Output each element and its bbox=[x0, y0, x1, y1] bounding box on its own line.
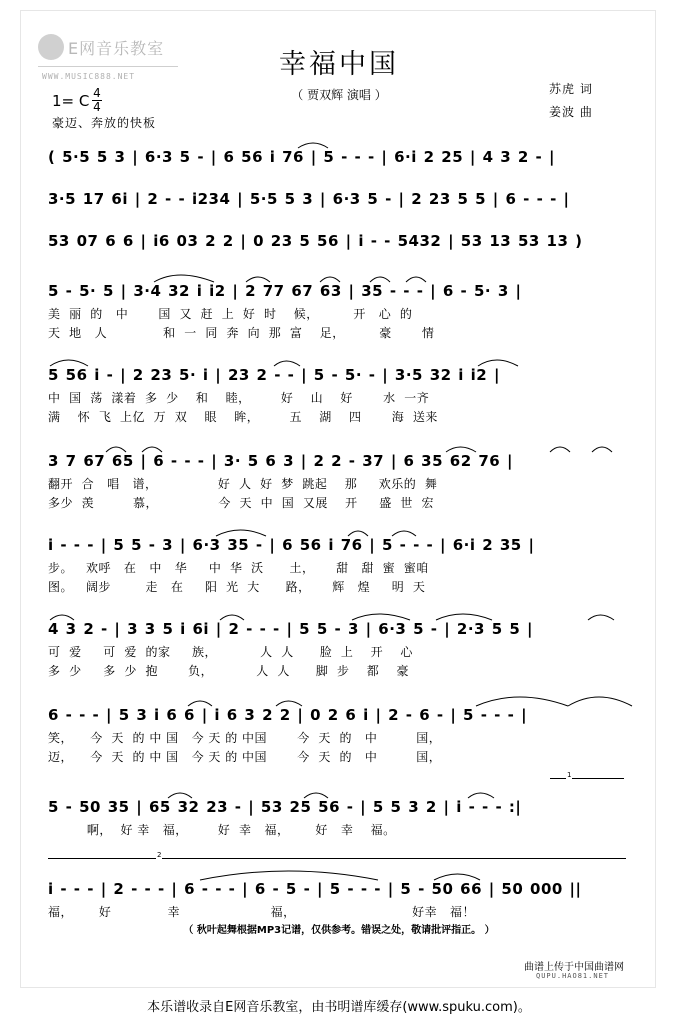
watermark-url: WWW.MUSIC888.NET bbox=[42, 72, 136, 81]
lyric-verse-1: 美 丽 的 中 国 又 赶 上 好 时 候， 开 心 的 bbox=[48, 307, 413, 321]
lyric-verse-2: 满 怀 飞 上亿 万 双 眼 眸， 五 湖 四 海 送来 bbox=[48, 410, 438, 424]
notes: i - - - | 2 - - - | 6 - - - | 6 - 5 - | 5 - - - | 5 - 50 66 | 50 000 || bbox=[48, 880, 582, 898]
lyric-verse-1: 笑， 今 天 的 中 国 今 天 的 中国 今 天 的 中 国， bbox=[48, 731, 442, 745]
notes: 5 56 i - | 2 23 5· i | 23 2 - - | 5 - 5· - | 3·5 32 i i2 | bbox=[48, 366, 500, 384]
lyric-verse-2: 多 少 多 少 抱 负， 人 人 脚 步 都 豪 bbox=[48, 664, 409, 678]
lyric-verse-2: 迈， 今 天 的 中 国 今 天 的 中国 今 天 的 中 国， bbox=[48, 750, 442, 764]
lyric-verse-2: 图。 阔步 走 在 阳 光 大 路， 辉 煌 明 天 bbox=[48, 580, 426, 594]
lyricist: 苏虎 词 bbox=[549, 82, 593, 96]
notes: 6 - - - | 5 3 i 6 6 | i 6 3 2 2 | 0 2 6 i | 2 - 6 - | 5 - - - | bbox=[48, 706, 528, 724]
song-title: 幸福中国 bbox=[279, 49, 399, 80]
footer-credit: 本乐谱收录自E网音乐教室，由书明谱库缓存(www.spuku.com)。 bbox=[147, 1000, 531, 1015]
volta-2-number: 2 bbox=[157, 851, 162, 859]
volta-1-number: 1 bbox=[567, 771, 572, 779]
lyric-verse-1: 翻开 合 唱 谱， 好 人 好 梦 跳起 那 欢乐的 舞 bbox=[48, 477, 438, 491]
composer: 姜波 曲 bbox=[549, 105, 593, 119]
upload-note: 曲谱上传于中国曲谱网 bbox=[524, 962, 624, 973]
lyric-verse-1: 可 爱 可 爱 的家 族， 人 人 脸 上 开 心 bbox=[48, 645, 413, 659]
lyric-verse-1: 步。 欢呼 在 中 华 中 华 沃 土， 甜 甜 蜜 蜜咱 bbox=[48, 561, 429, 575]
notes: 5 - 5· 5 | 3·4 32 i i2 | 2 77 67 63 | 35 - - - | 6 - 5· 3 | bbox=[48, 282, 522, 300]
lyric-verse-1: 中 国 荡 漾着 多 少 和 睦， 好 山 好 水 一齐 bbox=[48, 391, 430, 405]
notes: 53 07 6 6 | i6 03 2 2 | 0 23 5 56 | i - - 5432 | 53 13 53 13 ) bbox=[48, 232, 583, 250]
notes: 3·5 17 6i | 2 - - i234 | 5·5 5 3 | 6·3 5 - | 2 23 5 5 | 6 - - - | bbox=[48, 190, 570, 208]
score-row-3 bbox=[48, 232, 638, 268]
transcriber-note: （ 秋叶起舞根据MP3记谱，仅供参考。错误之处，敬请批评指正。 ） bbox=[183, 925, 495, 936]
key-signature: 1= C bbox=[52, 92, 90, 110]
score-row-2 bbox=[48, 190, 638, 226]
lyric-verse-1: 福， 好 幸 福， 好幸 福！ bbox=[48, 905, 476, 919]
tempo-marking: 豪迈、奔放的快板 bbox=[52, 116, 157, 130]
notes: 3 7 67 65 | 6 - - - | 3· 5 6 3 | 2 2 - 37 | 6 35 62 76 | bbox=[48, 452, 513, 470]
score-row-11 bbox=[48, 880, 638, 952]
notes: 4 3 2 - | 3 3 5 i 6i | 2 - - - | 5 5 - 3 | 6·3 5 - | 2·3 5 5 | bbox=[48, 620, 533, 638]
watermark-brand: E网音乐教室 bbox=[68, 39, 165, 58]
time-signature-bottom: 4 bbox=[93, 100, 101, 114]
time-signature-top: 4 bbox=[93, 86, 101, 100]
notes: 5 - 50 35 | 65 32 23 - | 53 25 56 - | 5 5 3 2 | i - - - :| bbox=[48, 798, 522, 816]
singer: （ 贾双辉 演唱 ） bbox=[291, 88, 387, 102]
notes: i - - - | 5 5 - 3 | 6·3 35 - | 6 56 i 76 | 5 - - - | 6·i 2 35 | bbox=[48, 536, 535, 554]
time-signature bbox=[91, 87, 103, 114]
notes: ( 5·5 5 3 | 6·3 5 - | 6 56 i 76 | 5 - - - | 6·i 2 25 | 4 3 2 - | bbox=[48, 148, 555, 166]
upload-url: QUPU.HAO81.NET bbox=[536, 972, 610, 980]
lyric-verse-2: 多少 羡 慕， 今 天 中 国 又展 开 盛 世 宏 bbox=[48, 496, 434, 510]
lyric-verse-2: 天 地 人 和 一 同 奔 向 那 富 足， 豪 情 bbox=[48, 326, 435, 340]
lyric-verse-1: 啊， 好 幸 福， 好 幸 福， 好 幸 福。 bbox=[48, 823, 396, 837]
